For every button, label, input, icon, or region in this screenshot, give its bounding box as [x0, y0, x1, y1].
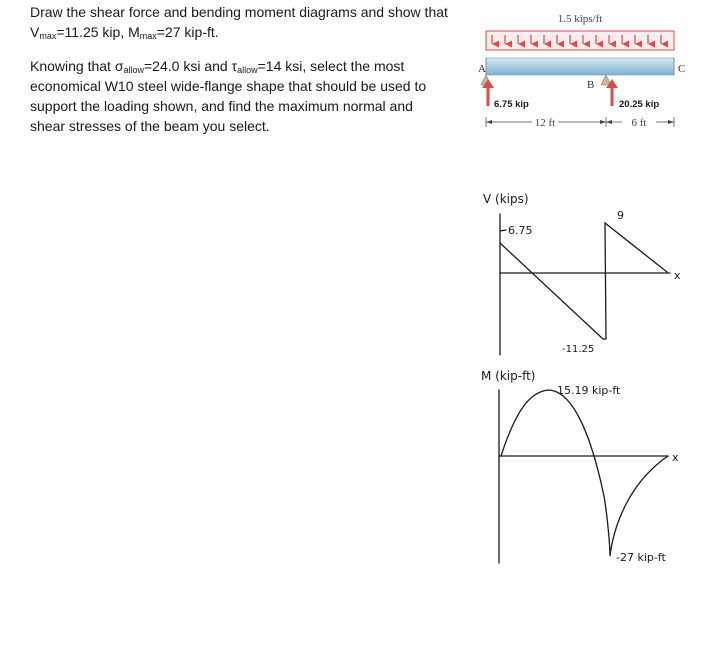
shear-curve	[500, 223, 667, 339]
mmax-value: =27 kip-ft.	[156, 24, 219, 40]
shear-max-right: 9	[617, 209, 624, 222]
mmax-subscript: max	[139, 31, 157, 41]
shear-diagram	[483, 192, 681, 355]
moment-axis-label: M (kip-ft)	[481, 369, 536, 383]
tau-text: =24.0 ksi and τ	[144, 58, 238, 74]
shear-min: -11.25	[562, 344, 595, 355]
beam	[486, 58, 674, 75]
shear-max-left: 6.75	[508, 224, 533, 237]
moment-max-negative: -27 kip-ft	[616, 551, 666, 564]
vmax-symbol: V	[30, 24, 40, 40]
problem-body: =14 ksi, select the most economical W10 steel wide-flange shape that should be used to support the loading shown, and find the maximum normal and shear stresses of the beam you select.	[30, 58, 427, 134]
moment-x-label: x	[672, 451, 679, 464]
support-b-label: B	[587, 79, 595, 91]
distributed-load-box	[486, 31, 674, 50]
moment-max-positive: 15.19 kip-ft	[557, 384, 621, 397]
span-bc-label: 6 ft	[631, 117, 647, 129]
vmax-value: =11.25 kip, M	[56, 24, 140, 40]
problem-line-1: Draw the shear force and bending moment diagrams and show that	[30, 4, 448, 20]
shear-x-label: x	[674, 269, 681, 282]
sigma-text: Knowing that σ	[30, 58, 124, 74]
moment-curve	[501, 390, 668, 556]
load-label: 1.5 kips/ft	[557, 13, 603, 25]
tau-subscript: allow	[237, 65, 258, 75]
support-a-label: A	[478, 63, 486, 75]
moment-diagram	[481, 369, 679, 564]
shear-tick	[500, 230, 506, 231]
vmax-subscript: max	[39, 31, 57, 41]
support-c-label: C	[678, 63, 686, 75]
reaction-b-label: 20.25 kip	[619, 99, 660, 110]
beam-figure	[478, 13, 685, 129]
reaction-a-label: 6.75 kip	[494, 99, 529, 110]
sigma-subscript: allow	[123, 65, 144, 75]
shear-axis-label: V (kips)	[483, 192, 529, 206]
span-ab-label: 12 ft	[534, 117, 556, 129]
